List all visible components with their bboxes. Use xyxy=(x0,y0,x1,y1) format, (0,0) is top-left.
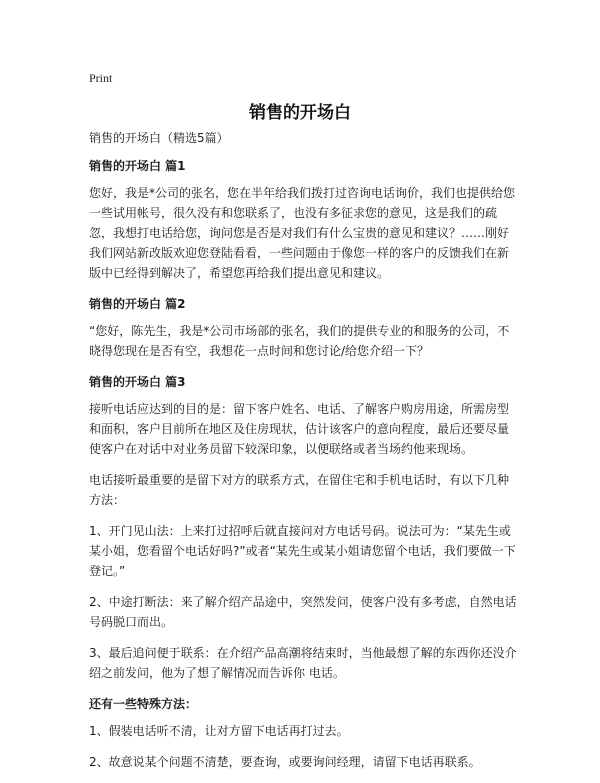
section-1-paragraph: 您好，我是*公司的张名，您在半年给我们拨打过咨询电话询价，我们也提供给您一些试用帐号，很久没有和您联系了，也没有多征求您的意见，这是我们的疏忽，我想打电话给您，询问您是否是对我们有什么宝贵的意见和建议？……刚好我们网站新改版欢迎您登陆看看，一些问题由于像您一样的客户的反馈我们在新版中已经得到解决了，希望您再给我们提出意见和建议。 xyxy=(89,186,516,280)
page-title: 销售的开场白 xyxy=(249,103,351,123)
section-heading-4: 还有一些特殊方法： xyxy=(89,697,198,711)
document-body xyxy=(89,128,517,783)
section-3-paragraph-3: 1、开门见山法：上来打过招呼后就直接问对方电话号码。说法可为：“某先生或某小姐，您看留个电话好吗?”或者“某先生或某小姐请您留个电话，我们要做一下登记。” xyxy=(89,524,516,578)
section-heading-2: 销售的开场白 篇2 xyxy=(89,297,186,311)
section-3-paragraph-4: 2、中途打断法：来了解介绍产品途中，突然发问，使客户没有多考虑，自然电话号码脱口而出。 xyxy=(89,595,517,629)
section-4-paragraph-2: 2、故意说某个问题不清楚，要查询，或要询问经理，请留下电话再联系。 xyxy=(89,755,481,769)
section-heading-3: 销售的开场白 篇3 xyxy=(89,375,186,389)
section-3-paragraph-1: 接听电话应达到的目的是：留下客户姓名、电话、了解客户购房用途，所需房型和面积，客户目前所在地区及住房现状，估计该客户的意向程度，最后还要尽量使客户在对话中对业务员留下较深印象，以便联络或者当场约他来现场。 xyxy=(89,402,510,456)
section-4-paragraph-1: 1、假装电话听不清，让对方留下电话再打过去。 xyxy=(89,724,349,738)
section-2-paragraph: “您好，陈先生，我是*公司市场部的张名，我们的提供专业的和服务的公司，不晓得您现在是否有空，我想花一点时间和您讨论/给您介绍一下？ xyxy=(89,324,510,358)
section-3-paragraph-2: 电话接听最重要的是留下对方的联系方式，在留住宅和手机电话时，有以下几种方法： xyxy=(89,473,510,507)
document-subtitle: 销售的开场白（精选5篇） xyxy=(89,131,229,145)
section-3-paragraph-5: 3、最后追问便于联系：在介绍产品高潮将结束时，当他最想了解的东西你还没介绍之前发问，他为了想了解情况而告诉你 电话。 xyxy=(89,646,517,680)
print-label: Print xyxy=(89,71,113,85)
section-heading-1: 销售的开场白 篇1 xyxy=(89,159,186,173)
